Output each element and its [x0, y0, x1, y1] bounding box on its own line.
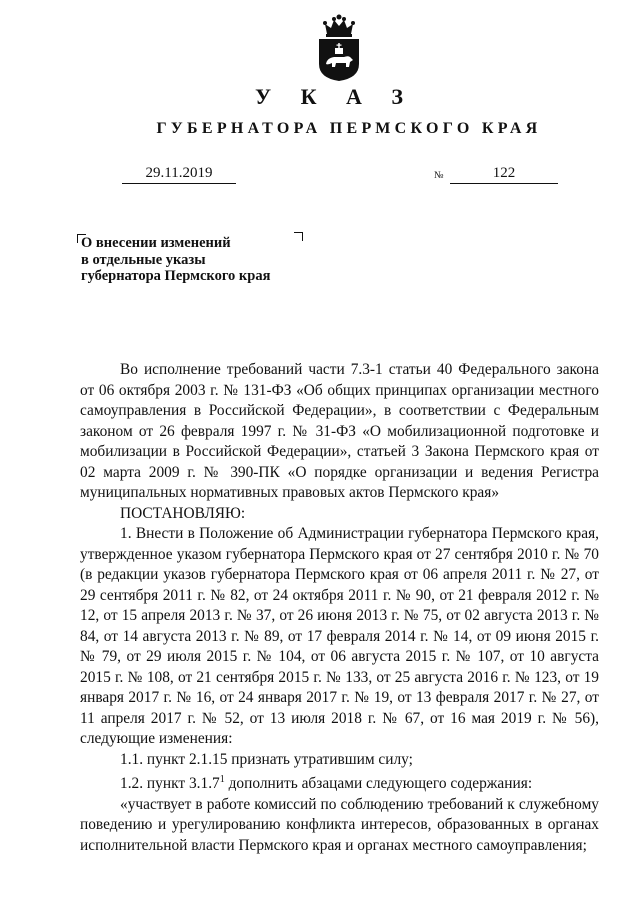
- document-type-title: У К А З: [254, 84, 416, 109]
- subject-right-corner-mark: [294, 232, 303, 241]
- document-subject: [81, 235, 270, 285]
- subject-line: О внесении изменений: [81, 235, 231, 251]
- item-1-2-paragraph: [80, 770, 599, 795]
- preamble-paragraph: Во исполнение требований части 7.3-1 статьи 40 Федерального закона от 06 октября 2003 г. № 131-ФЗ «Об общих принципах организации местного самоуправления в Российской Федерации», в соответствии с Федеральным законом от 26 февраля 1997 г. № 31-ФЗ «О мобилизационной подготовке и мобилизации в Российской Федерации», статьей 3 Закона Пермского края от 02 марта 2009 г. № 390-ПК «О порядке организации и ведения Регистра муниципальных нормативных правовых актов Пермского края»: [80, 361, 599, 501]
- number-label: №: [434, 170, 444, 181]
- document-number: 122: [450, 163, 558, 184]
- item-1-paragraph: 1. Внести в Положение об Администрации губернатора Пермского края, утвержденное указом губернатора Пермского края от 27 сентября 2010 г. № 70 (в редакции указов губернатора Пермского края от 06 апреля 2011 г. № 27, от 29 сентября 2011 г. № 82, от 24 октября 2011 г. № 90, от 21 февраля 2012 г. № 12, от 15 апреля 2013 г. № 37, от 26 июня 2013 г. № 75, от 02 августа 2013 г. № 84, от 14 августа 2013 г. № 89, от 17 февраля 2014 г. № 14, от 09 июня 2015 г. № 79, от 29 июля 2015 г. № 104, от 06 августа 2015 г. № 107, от 10 августа 2015 г. № 108, от 21 сентября 2015 г. № 133, от 25 августа 2016 г. № 123, от 19 января 2017 г. № 16, от 24 января 2017 г. № 19, от 13 февраля 2017 г. № 27, от 11 апреля 2017 г. № 52, от 13 июля 2018 г. № 67, от 16 мая 2019 г. № 56), следующие изменения:: [80, 525, 599, 747]
- issuing-authority-title: ГУБЕРНАТОРА ПЕРМСКОГО КРАЯ: [156, 120, 542, 137]
- item-1-2-start: 1.2. пункт 3.1.7: [120, 775, 220, 793]
- item-1-2-superscript: 1: [219, 774, 225, 785]
- item-1-1-paragraph: 1.1. пункт 2.1.15 признать утратившим силу;: [120, 750, 413, 768]
- quoted-amendment-paragraph: «участвует в работе комиссий по соблюдению требований к служебному поведению и урегулированию конфликта интересов, образованных в органах исполнительной власти Пермского края и органах местного самоуправления;: [80, 795, 599, 854]
- decree-word: ПОСТАНОВЛЯЮ:: [120, 504, 246, 522]
- document-date: 29.11.2019: [122, 163, 236, 184]
- coat-of-arms-emblem: [316, 12, 362, 82]
- subject-line: в отдельные указы: [81, 251, 206, 268]
- item-1-2-end: дополнить абзацами следующего содержания:: [224, 775, 533, 793]
- subject-line: губернатора Пермского края: [81, 268, 271, 284]
- document-body: [80, 360, 599, 856]
